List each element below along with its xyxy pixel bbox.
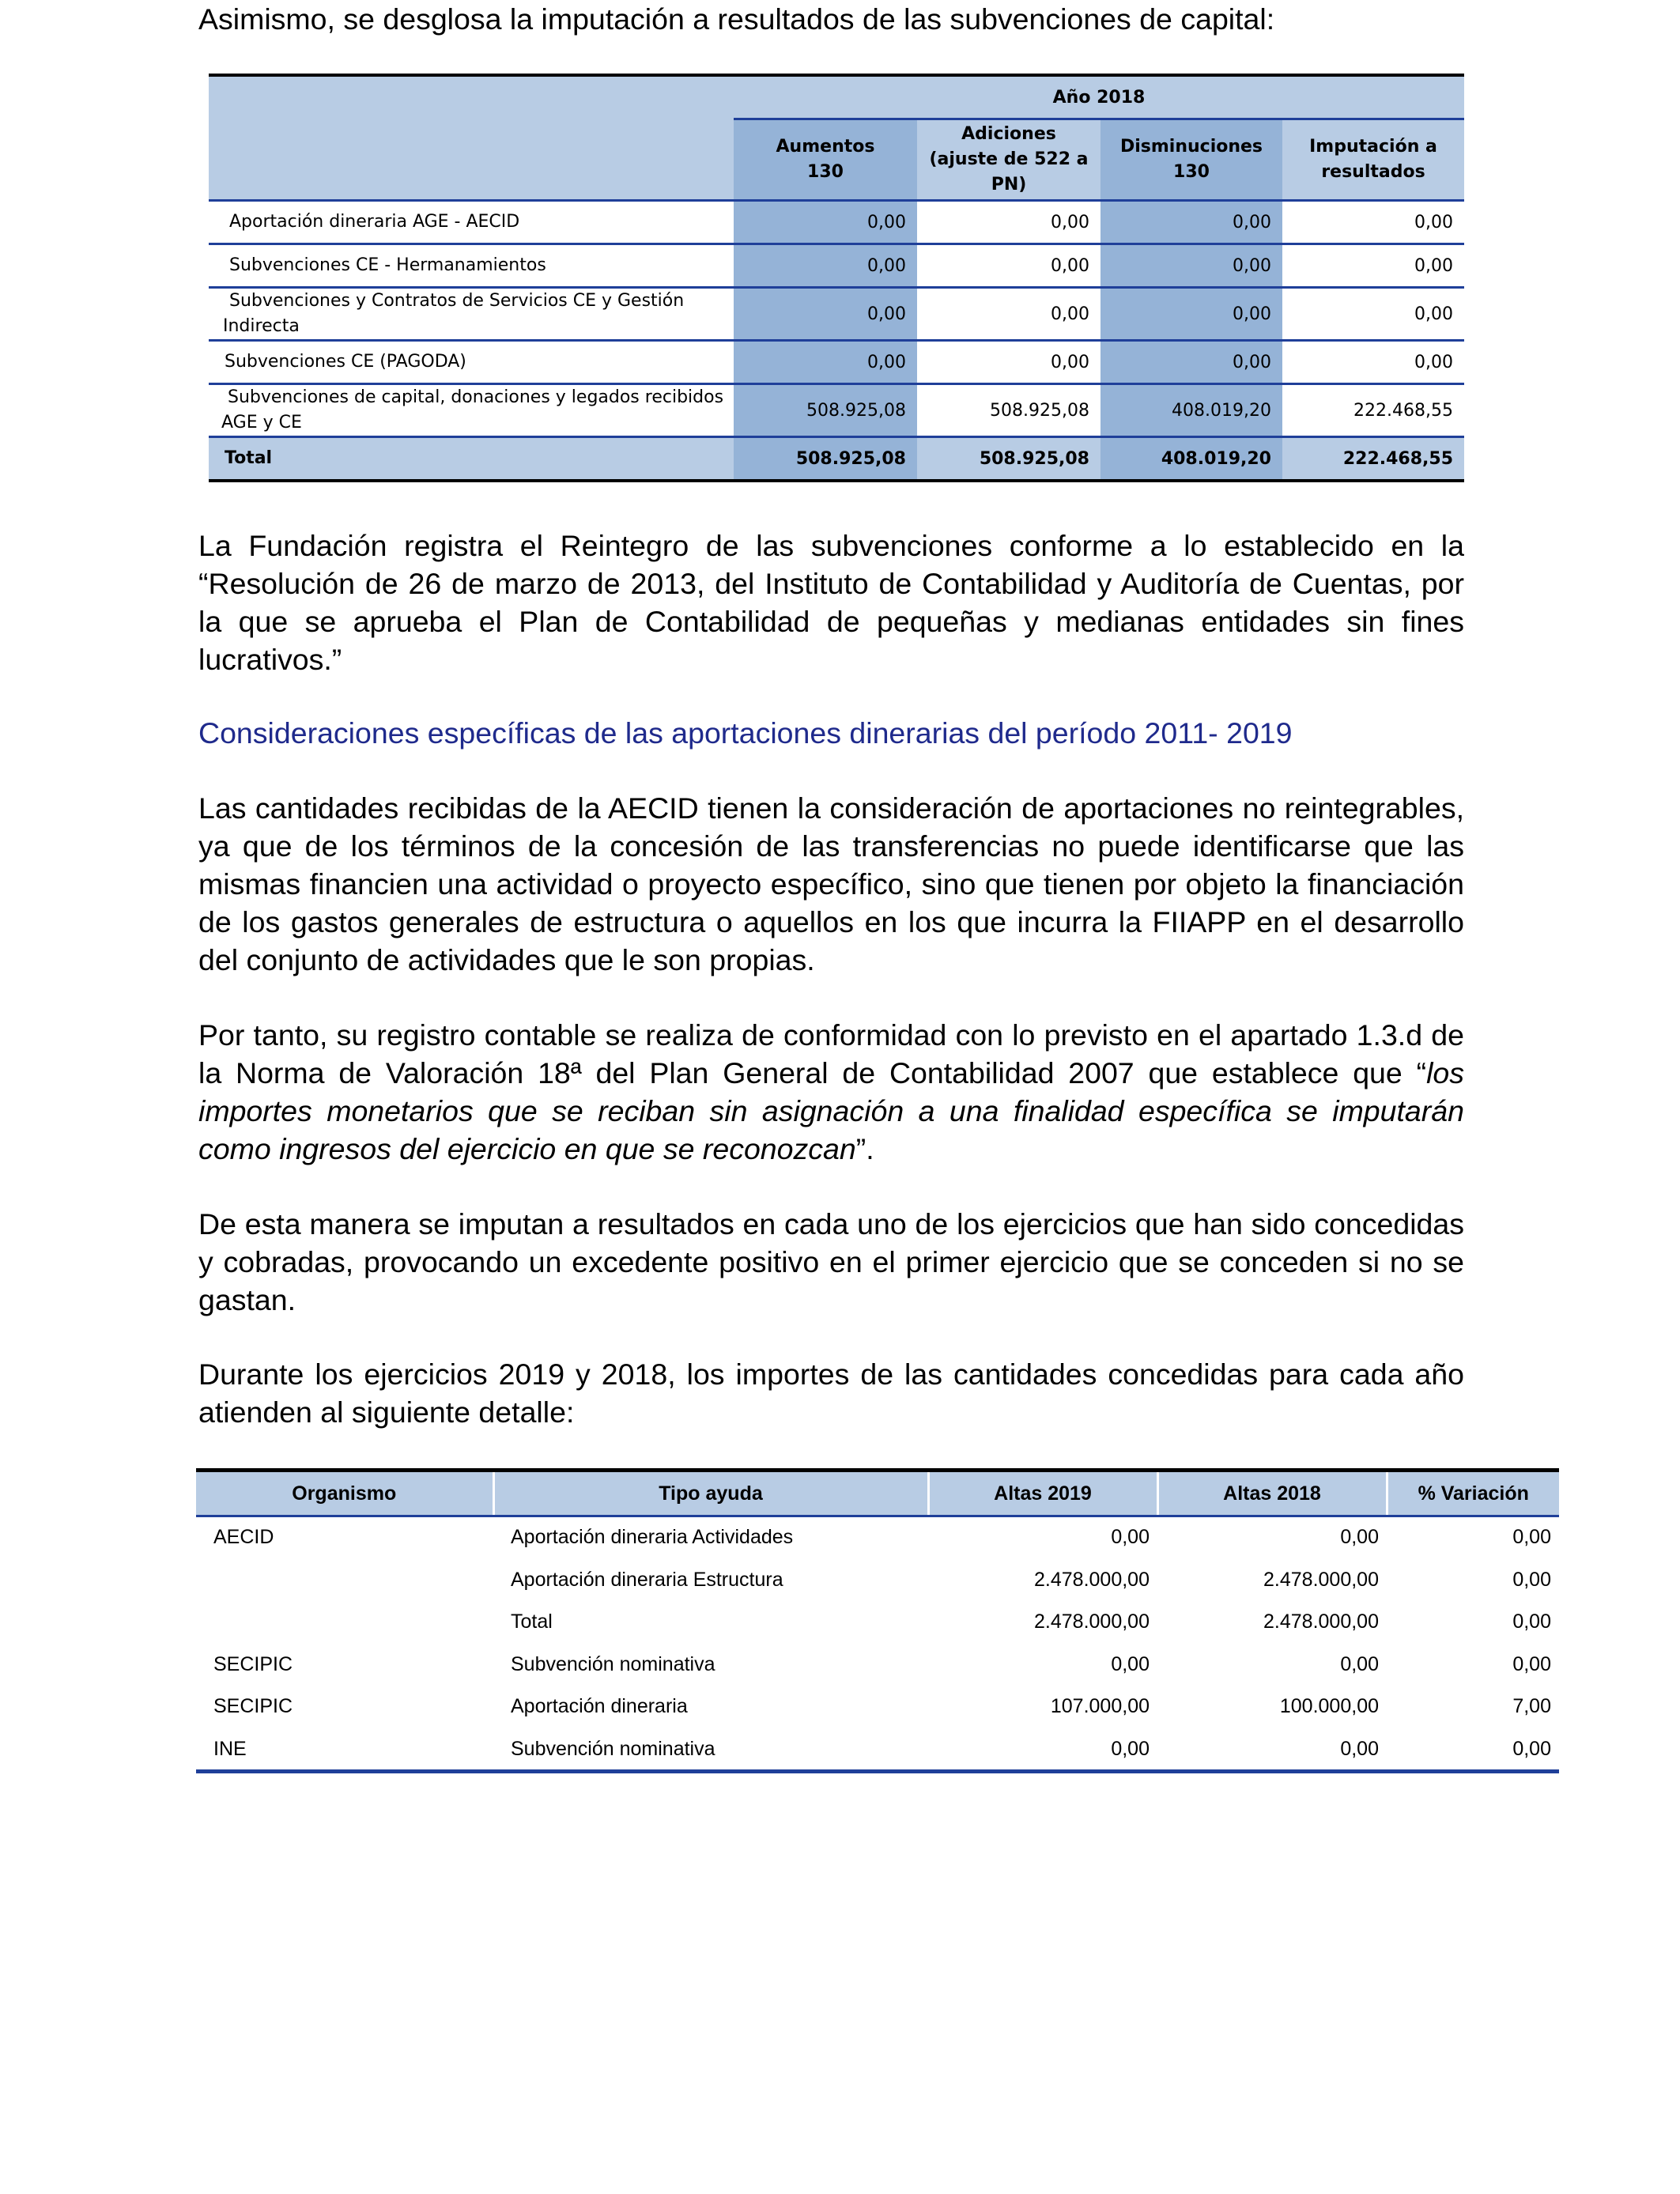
paragraph-norma-valoracion: Por tanto, su registro contable se realiza de conformidad con lo previsto en el apartado 1.3.d de la Norma de Valoración 18ª del Plan General de Contabilidad 2007 que establece que “los importes monetarios que se reciban sin asignación a una finalidad específica se imputarán como ingresos del ejercicio en que se reconozcan”. — [198, 1018, 1464, 1165]
table2-header-row — [196, 1471, 1559, 1516]
paragraph-imputacion: De esta manera se imputan a resultados en cada uno de los ejercicios que han sido concedidas y cobradas, provocando un excedente positivo en el primer ejercicio que se conceden si no se gastan. — [198, 1207, 1464, 1316]
cell-value: 222.468,55 — [1282, 384, 1464, 437]
col-header-tipo-ayuda: Tipo ayuda — [493, 1471, 928, 1516]
paragraph-reintegro: La Fundación registra el Reintegro de las subvenciones conforme a lo establecido en la “Resolución de 26 de marzo de 2013, del Instituto de Contabilidad y Auditoría de Cuentas, por la que se aprueba el Plan de Contabilidad de pequeñas y medianas entidades sin fines lucrativos.” — [198, 529, 1464, 676]
cell-value: 0,00 — [1282, 288, 1464, 341]
total-value: 508.925,08 — [734, 437, 917, 481]
total-label: Total — [209, 437, 734, 481]
cell-value: 0,00 — [734, 288, 917, 341]
section-heading: Consideraciones específicas de las aportaciones dinerarias del período 2011- 2019 — [198, 716, 1293, 750]
table-row — [209, 341, 1464, 384]
table1-year-row — [209, 75, 1464, 119]
table-row: INE Subvención nominativa 0,00 0,00 0,00 — [196, 1728, 1559, 1772]
cell-value: 0,00 — [734, 201, 917, 244]
total-value: 222.468,55 — [1282, 437, 1464, 481]
col-header-organismo: Organismo — [196, 1471, 493, 1516]
table-row: SECIPIC Subvención nominativa 0,00 0,00 0,00 — [196, 1644, 1559, 1686]
col-header-altas-2018: Altas 2018 — [1157, 1471, 1387, 1516]
table-row: Aportación dineraria Estructura 2.478.000,00 2.478.000,00 0,00 — [196, 1559, 1559, 1602]
col-header-altas-2019: Altas 2019 — [928, 1471, 1157, 1516]
cell-value: 0,00 — [917, 201, 1100, 244]
table-row — [209, 288, 1464, 341]
cell-value: 0,00 — [1100, 341, 1282, 384]
cell-value: 408.019,20 — [1100, 384, 1282, 437]
col-header-imputacion: Imputación a resultados — [1282, 119, 1464, 201]
cell-value: 0,00 — [917, 244, 1100, 288]
grants-detail-table — [196, 1468, 1559, 1773]
intro-paragraph: Asimismo, se desglosa la imputación a resultados de las subvenciones de capital: — [198, 2, 1275, 36]
cell-value: 0,00 — [734, 341, 917, 384]
table-row: AECID Aportación dineraria Actividades 0,00 0,00 0,00 — [196, 1516, 1559, 1559]
paragraph-aecid: Las cantidades recibidas de la AECID tienen la consideración de aportaciones no reintegrables, ya que de los términos de la concesión de las transferencias no puede identificarse que las mismas financien una actividad o proyecto específico, sino que tienen por objeto la financiación de los gastos generales de estructura o aquellos en los que incurra la FIIAPP en el desarrollo del conjunto de actividades que le son propias. — [198, 791, 1464, 976]
cell-value: 508.925,08 — [734, 384, 917, 437]
row-label: Subvenciones de capital, donaciones y legados recibidos AGE y CE — [209, 384, 734, 437]
col-header-aumentos: Aumentos 130 — [734, 119, 917, 201]
row-label: Subvenciones y Contratos de Servicios CE y Gestión Indirecta — [209, 288, 734, 341]
table-row: Total 2.478.000,00 2.478.000,00 0,00 — [196, 1601, 1559, 1644]
row-label: Subvenciones CE (PAGODA) — [209, 341, 734, 384]
capital-subsidies-table — [209, 74, 1464, 482]
cell-value: 0,00 — [1100, 244, 1282, 288]
table1-column-headers — [209, 119, 1464, 201]
cell-value: 0,00 — [1282, 341, 1464, 384]
table-row — [209, 384, 1464, 437]
col-header-variacion: % Variación — [1387, 1471, 1559, 1516]
cell-value: 0,00 — [1282, 201, 1464, 244]
total-value: 508.925,08 — [917, 437, 1100, 481]
col-header-disminuciones: Disminuciones 130 — [1100, 119, 1282, 201]
cell-value: 0,00 — [917, 341, 1100, 384]
cell-value: 0,00 — [917, 288, 1100, 341]
table-row — [209, 201, 1464, 244]
table-row — [209, 244, 1464, 288]
cell-value: 0,00 — [1100, 288, 1282, 341]
col-header-adiciones: Adiciones (ajuste de 522 a PN) — [917, 119, 1100, 201]
cell-value: 508.925,08 — [917, 384, 1100, 437]
row-label: Subvenciones CE - Hermanamientos — [209, 244, 734, 288]
quoted-norm-text: los importes monetarios que se reciban sin asignación a una finalidad específica se imputarán como ingresos del ejercicio en que se reconozcan — [198, 1056, 1464, 1165]
cell-value: 0,00 — [1282, 244, 1464, 288]
table1-year-header: Año 2018 — [734, 75, 1464, 119]
table-total-row — [209, 437, 1464, 481]
paragraph-detalle: Durante los ejercicios 2019 y 2018, los importes de las cantidades concedidas para cada año atienden al siguiente detalle: — [198, 1358, 1464, 1429]
total-value: 408.019,20 — [1100, 437, 1282, 481]
table-row: SECIPIC Aportación dineraria 107.000,00 100.000,00 7,00 — [196, 1686, 1559, 1728]
cell-value: 0,00 — [734, 244, 917, 288]
row-label: Aportación dineraria AGE - AECID — [209, 201, 734, 244]
cell-value: 0,00 — [1100, 201, 1282, 244]
